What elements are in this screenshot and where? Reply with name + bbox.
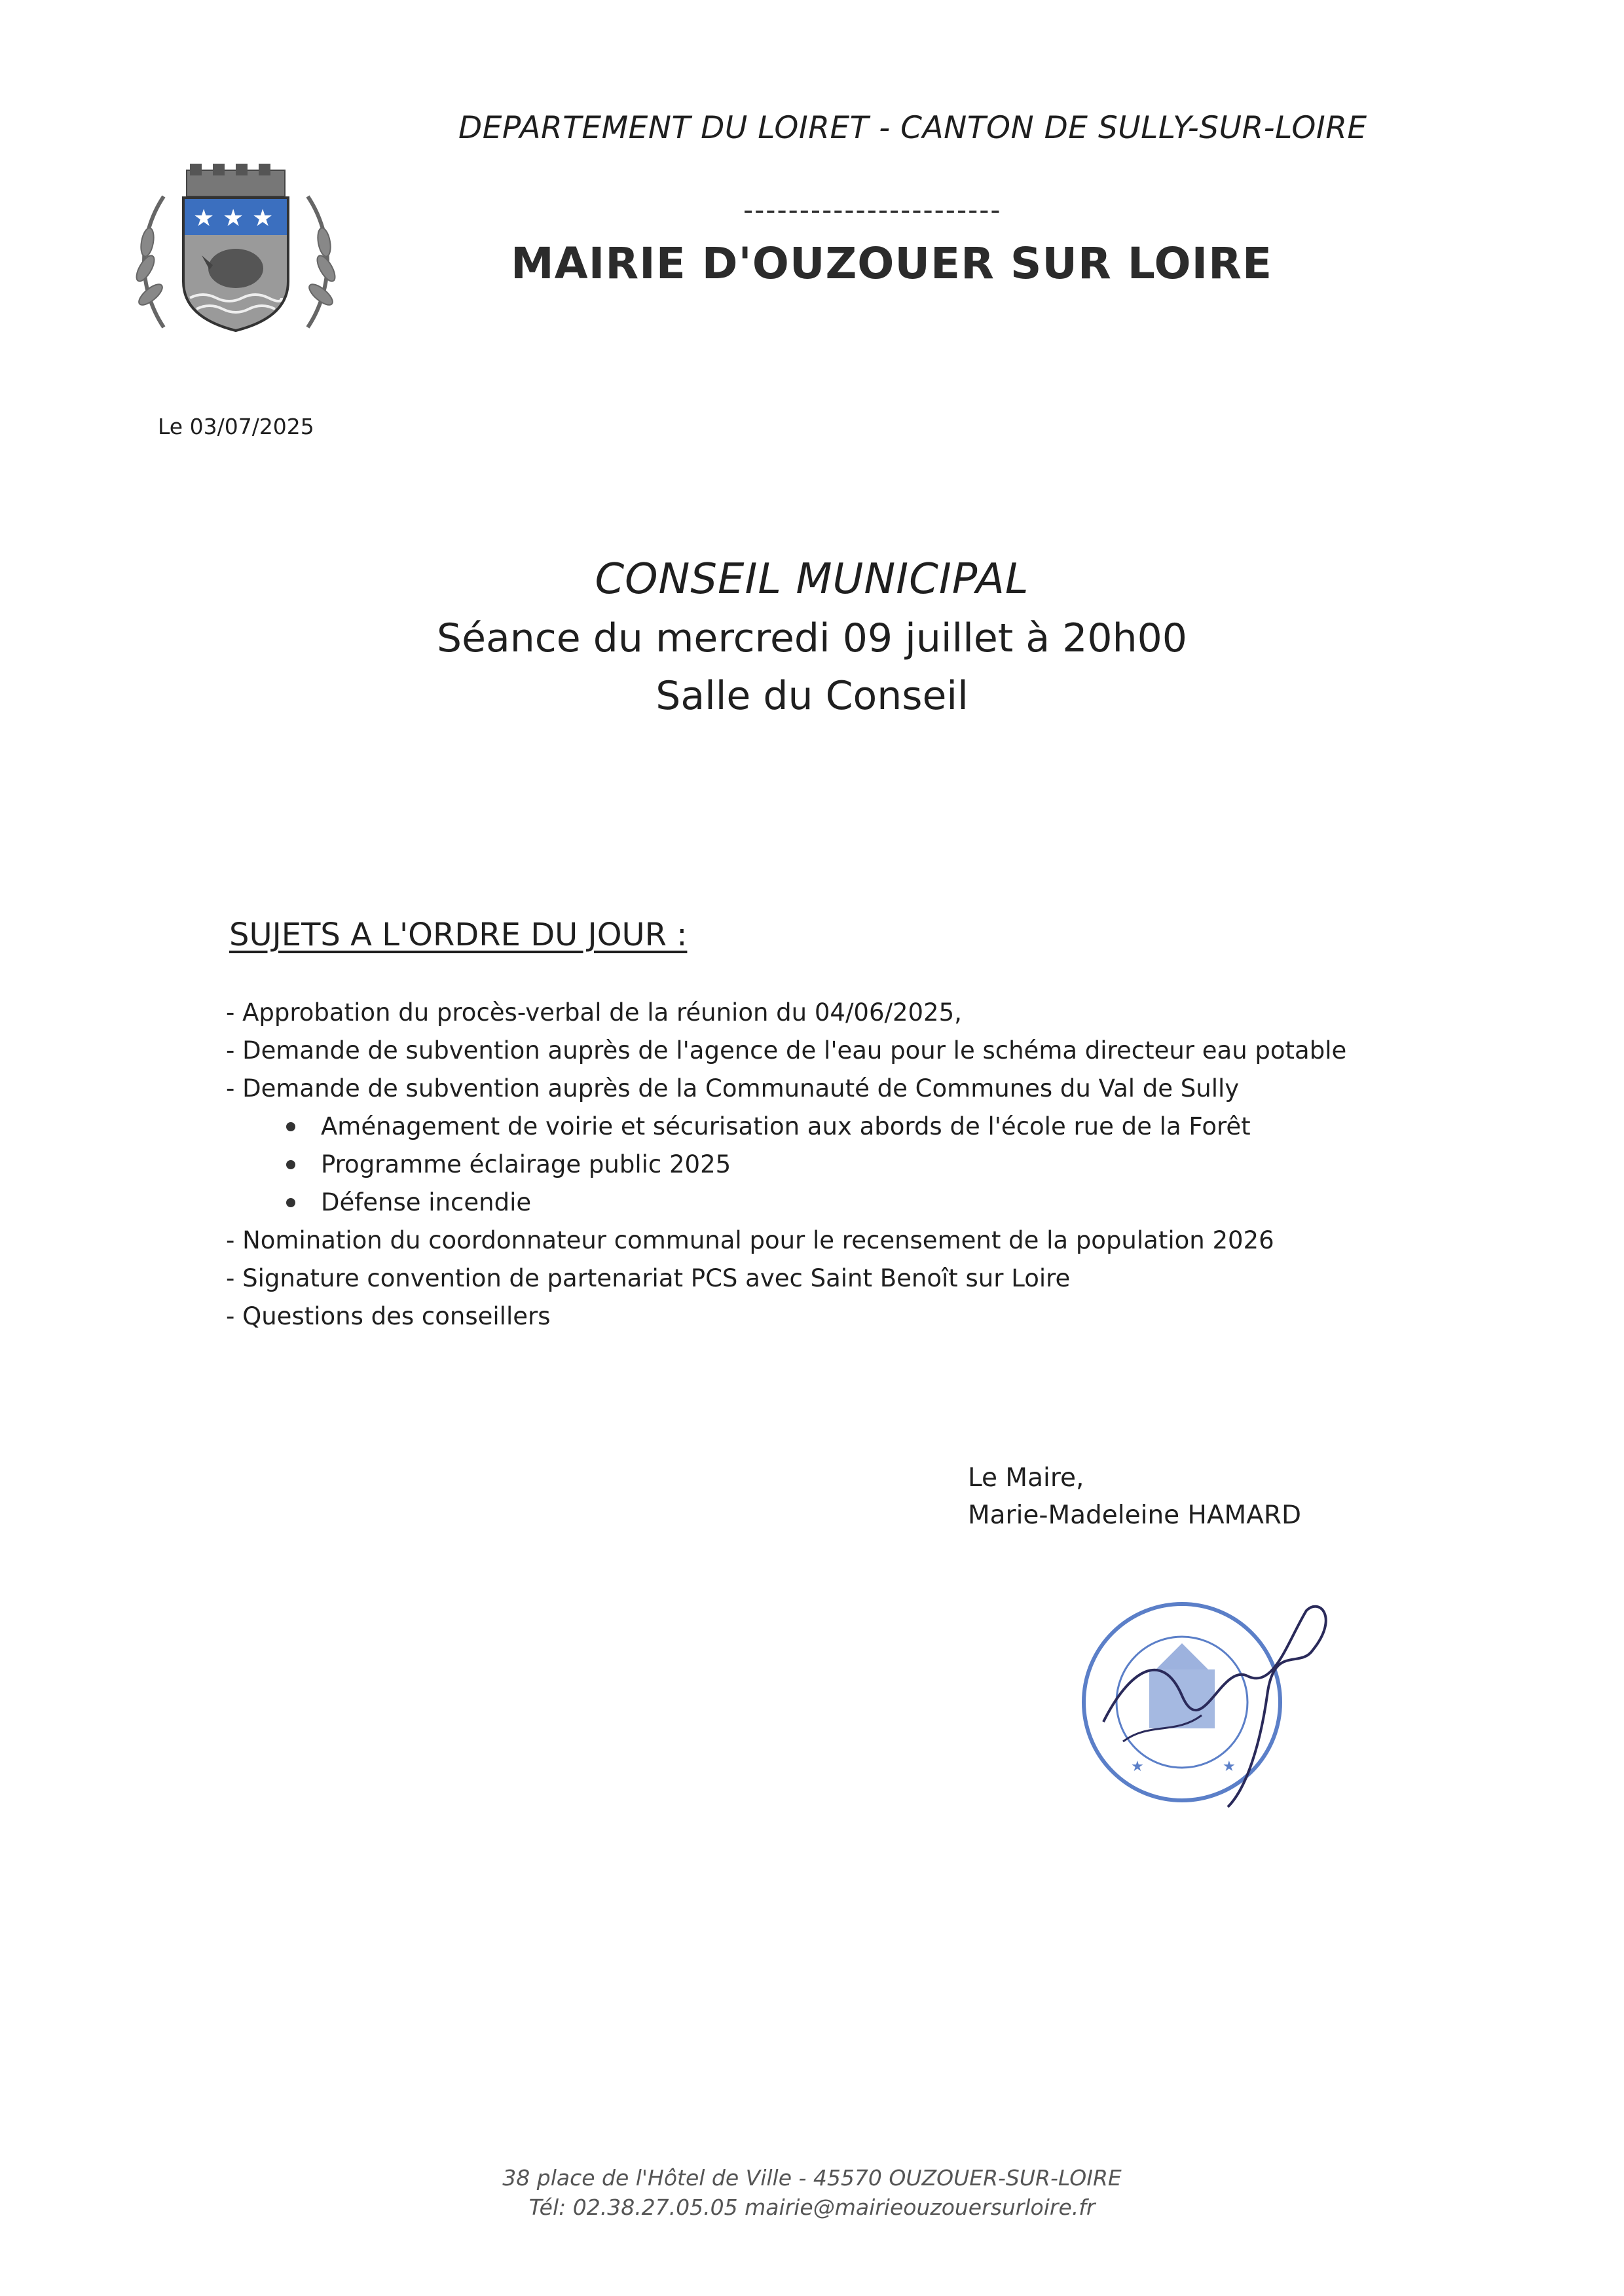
session-line: Séance du mercredi 09 juillet à 20h00 [437,615,1187,661]
signatory-role: Le Maire, [968,1463,1084,1493]
svg-text:★: ★ [252,205,274,232]
footer-contact: Tél: 02.38.27.05.05 mairie@mairieouzouersurloire.fr [528,2195,1096,2220]
agenda-list [226,994,1470,1336]
agenda-item: - Demande de subvention auprès de l'agence de l'eau pour le schéma directeur eau potable [226,1036,1347,1065]
coat-of-arms-icon [124,157,347,347]
agenda-item: - Approbation du procès-verbal de la réunion du 04/06/2025, [226,998,962,1027]
signatory-name: Marie-Madeleine HAMARD [968,1501,1302,1530]
agenda-sub-item-text: Défense incendie [321,1188,532,1216]
svg-text:★: ★ [1223,1758,1236,1775]
agenda-sub-item-text: Aménagement de voirie et sécurisation aux abords de l'école rue de la Forêt [321,1112,1251,1140]
svg-text:★: ★ [1131,1758,1144,1775]
agenda-item: - Questions des conseillers [226,1302,551,1330]
document-date: Le 03/07/2025 [158,414,314,439]
svg-text:★: ★ [193,205,215,232]
bullet-icon [286,1122,295,1131]
footer-address: 38 place de l'Hôtel de Ville - 45570 OUZOUER-SUR-LOIRE [502,2165,1122,2191]
agenda-heading: SUJETS A L'ORDRE DU JOUR : [229,917,688,953]
bullet-icon [286,1198,295,1207]
room-line: Salle du Conseil [655,673,969,719]
agenda-sub-item [226,1184,1470,1222]
agenda-item: - Demande de subvention auprès de la Communauté de Communes du Val de Sully [226,1074,1240,1102]
department-line: DEPARTEMENT DU LOIRET - CANTON DE SULLY-SUR-LOIRE [458,110,1367,146]
agenda-sub-item [226,1108,1470,1146]
mairie-title: MAIRIE D'OUZOUER SUR LOIRE [511,238,1273,289]
bullet-icon [286,1160,295,1169]
council-title: CONSEIL MUNICIPAL [595,555,1029,604]
header-separator: ----------------------- [743,194,1002,226]
agenda-sub-item [226,1146,1470,1184]
agenda-item: - Nomination du coordonnateur communal pour le recensement de la population 2026 [226,1226,1274,1254]
agenda-item: - Signature convention de partenariat PCS avec Saint Benoît sur Loire [226,1264,1071,1292]
agenda-sub-item-text: Programme éclairage public 2025 [321,1150,731,1178]
svg-text:★: ★ [223,205,244,232]
official-stamp-icon [1051,1571,1352,1846]
